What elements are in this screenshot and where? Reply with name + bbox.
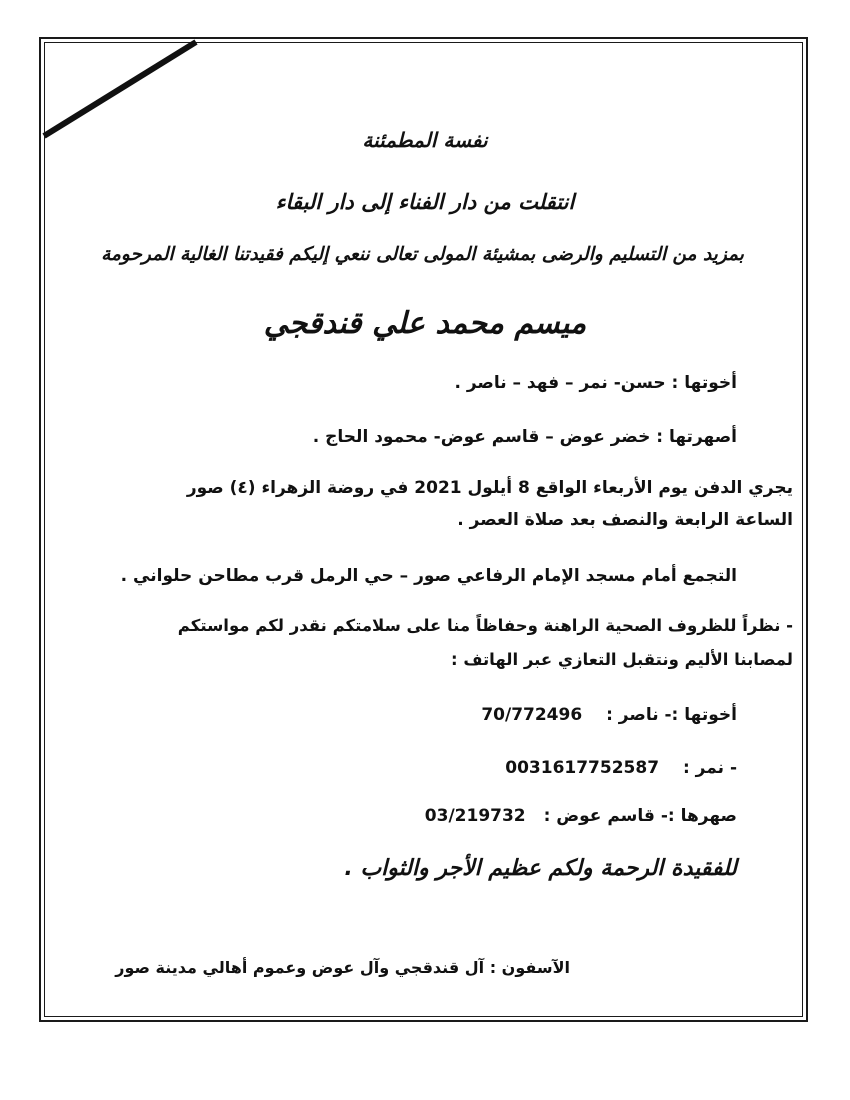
contact-label: أخوتها :- ناصر : [606, 705, 737, 725]
gathering-line: التجمع أمام مسجد الإمام الرفاعي صور – حي الرمل قرب مطاحن حلواني . [120, 566, 737, 586]
contact-label: - نمر : [682, 758, 737, 778]
header-line-1: نفسة المطمئنة [362, 128, 488, 152]
contact-row [425, 806, 737, 826]
in-laws-line: أصهرتها : خضر عوض – قاسم عوض- محمود الحاج . [312, 427, 737, 447]
deceased-name: ميسم محمد علي قندقجي [263, 306, 587, 341]
contact-row [505, 758, 737, 778]
brothers-line: أخوتها : حسن- نمر – فهد – ناصر . [454, 373, 737, 393]
contact-label: صهرها :- قاسم عوض : [543, 806, 737, 826]
header-line-3: بمزيد من التسليم والرضى بمشيئة المولى تعالى ننعي إليكم فقيدتنا الغالية المرحومة [101, 244, 744, 265]
contact-number: 03/219732 [424, 806, 526, 826]
mourners-line: الآسفون : آل قندقجي وآل عوض وعموم أهالي مدينة صور [115, 958, 570, 977]
contact-number: 70/772496 [481, 705, 583, 725]
header-line-2: انتقلت من دار الفناء إلى دار البقاء [275, 190, 575, 214]
contact-row [481, 705, 737, 725]
notice-line-1: - نظراً للظروف الصحية الراهنة وحفاظاً منا على سلامتكم نقدر لكم مواستكم [177, 616, 793, 635]
burial-line-2: الساعة الرابعة والنصف بعد صلاة العصر . [457, 510, 793, 530]
notice-line-2: لمصابنا الأليم ونتقبل التعازي عبر الهاتف : [450, 650, 793, 669]
burial-line-1: يجري الدفن يوم الأربعاء الواقع 8 أيلول 2021 في روضة الزهراء (٤) صور [186, 478, 793, 498]
closing-line: للفقيدة الرحمة ولكم عظيم الأجر والثواب . [344, 856, 737, 881]
contact-number: 0031617752587 [505, 758, 660, 778]
